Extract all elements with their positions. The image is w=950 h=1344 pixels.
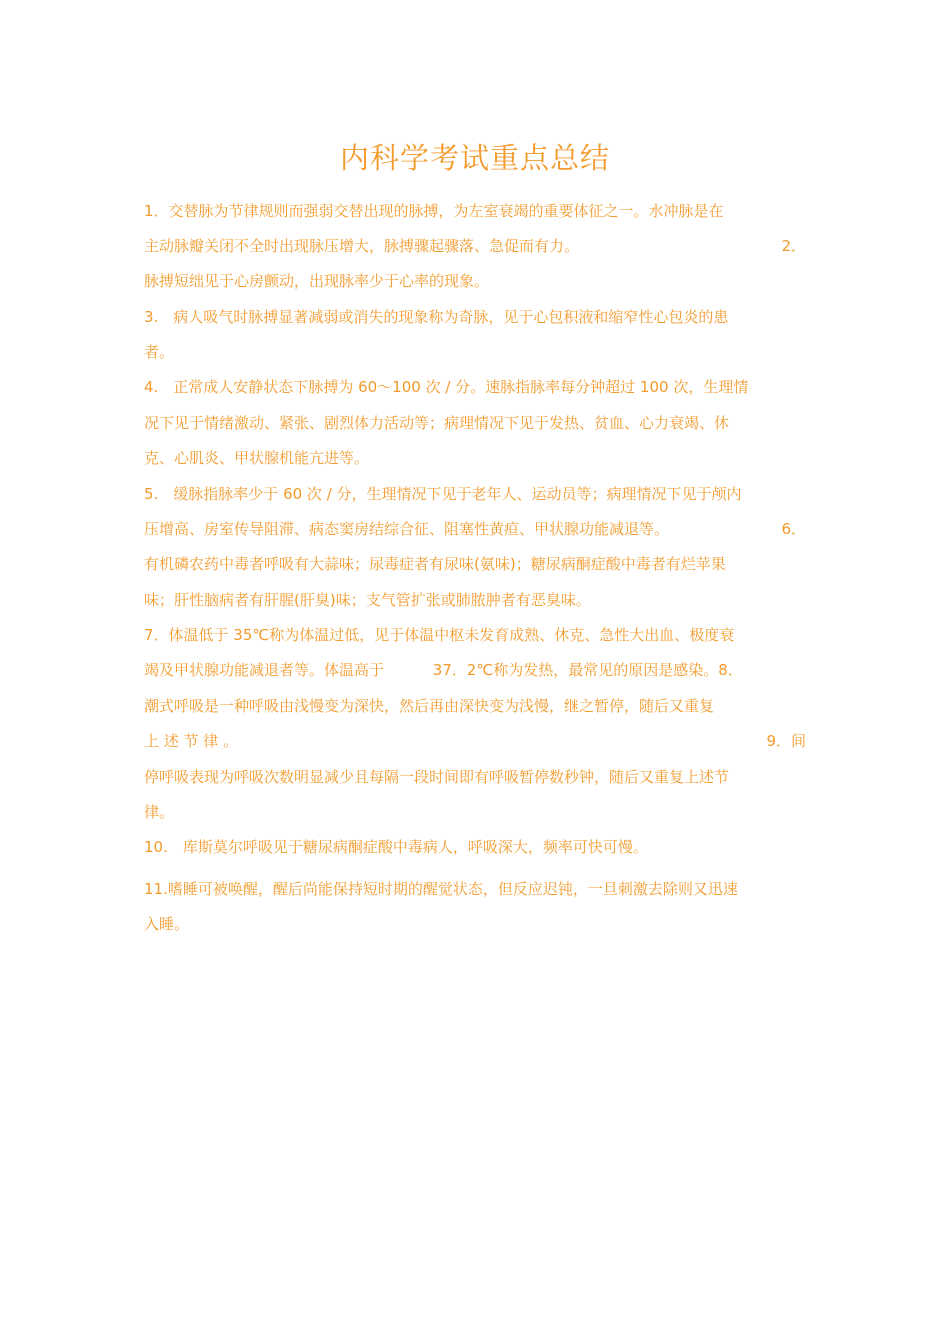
text-line <box>144 726 806 756</box>
text-line: 有机磷农药中毒者呼吸有大蒜味；尿毒症者有尿味(氨味)；糖尿病酮症酸中毒者有烂苹果 <box>144 555 726 573</box>
text-line: 5. 缓脉指脉率少于 60 次 / 分，生理情况下见于老年人、运动员等；病理情况下见于颅内 <box>144 485 742 503</box>
text-segment: 上 述 节 律 。 <box>144 732 239 750</box>
text-line: 7．体温低于 35℃称为体温过低，见于体温中枢未发育成熟、休克、急性大出血、极度衰 <box>144 626 735 644</box>
text-line: 者。 <box>144 343 175 361</box>
text-segment: 9．间 <box>766 732 806 750</box>
text-line: 11.嗜睡可被唤醒，醒后尚能保持短时期的醒觉状态，但反应迟钝，一旦刺激去除则又迅速 <box>144 880 738 898</box>
text-line: 况下见于情绪激动、紧张、剧烈体力活动等；病理情况下见于发热、贫血、心力衰竭、休 <box>144 414 730 432</box>
text-line: 停呼吸表现为呼吸次数明显减少且每隔一段时间即有呼吸暂停数秒钟，随后又重复上述节 <box>144 768 730 786</box>
text-segment: 6． <box>781 520 806 538</box>
document-title: 内科学考试重点总结 <box>339 141 610 175</box>
text-line: 4. 正常成人安静状态下脉搏为 60～100 次 / 分。速脉指脉率每分钟超过 100 次，生理情 <box>144 378 749 396</box>
text-line <box>144 655 806 685</box>
text-line: 克、心肌炎、甲状腺机能亢进等。 <box>144 449 370 467</box>
text-segment: 2． <box>781 237 806 255</box>
text-segment: 主动脉瓣关闭不全时出现脉压增大，脉搏骤起骤落、急促而有力。 <box>144 237 580 255</box>
text-line: 入睡。 <box>144 915 190 933</box>
text-line: 律。 <box>144 803 175 821</box>
text-line: 潮式呼吸是一种呼吸由浅慢变为深快，然后再由深快变为浅慢，继之暂停，随后又重复 <box>144 697 715 715</box>
text-line: 味；肝性脑病者有肝腥(肝臭)味；支气管扩张或肺脓肿者有恶臭味。 <box>144 591 591 609</box>
text-segment: 37．2℃称为发热，最常见的原因是感染。8． <box>432 661 743 679</box>
text-line: 脉搏短绌见于心房颤动，出现脉率少于心率的现象。 <box>144 272 490 290</box>
text-segment: 压增高、房室传导阻滞、病态窦房结综合征、阻塞性黄疸、甲状腺功能减退等。 <box>144 520 670 538</box>
text-segment: 竭及甲状腺功能减退者等。体温高于 <box>144 661 385 679</box>
text-line: 10. 库斯莫尔呼吸见于糖尿病酮症酸中毒病人，呼吸深大，频率可快可慢。 <box>144 838 648 856</box>
text-line <box>144 231 806 261</box>
text-line: 1．交替脉为节律规则而强弱交替出现的脉搏，为左室衰竭的重要体征之一。水冲脉是在 <box>144 202 724 220</box>
text-line <box>144 514 806 544</box>
text-line: 3. 病人吸气时脉搏显著减弱或消失的现象称为奇脉，见于心包积液和缩窄性心包炎的患 <box>144 308 729 326</box>
